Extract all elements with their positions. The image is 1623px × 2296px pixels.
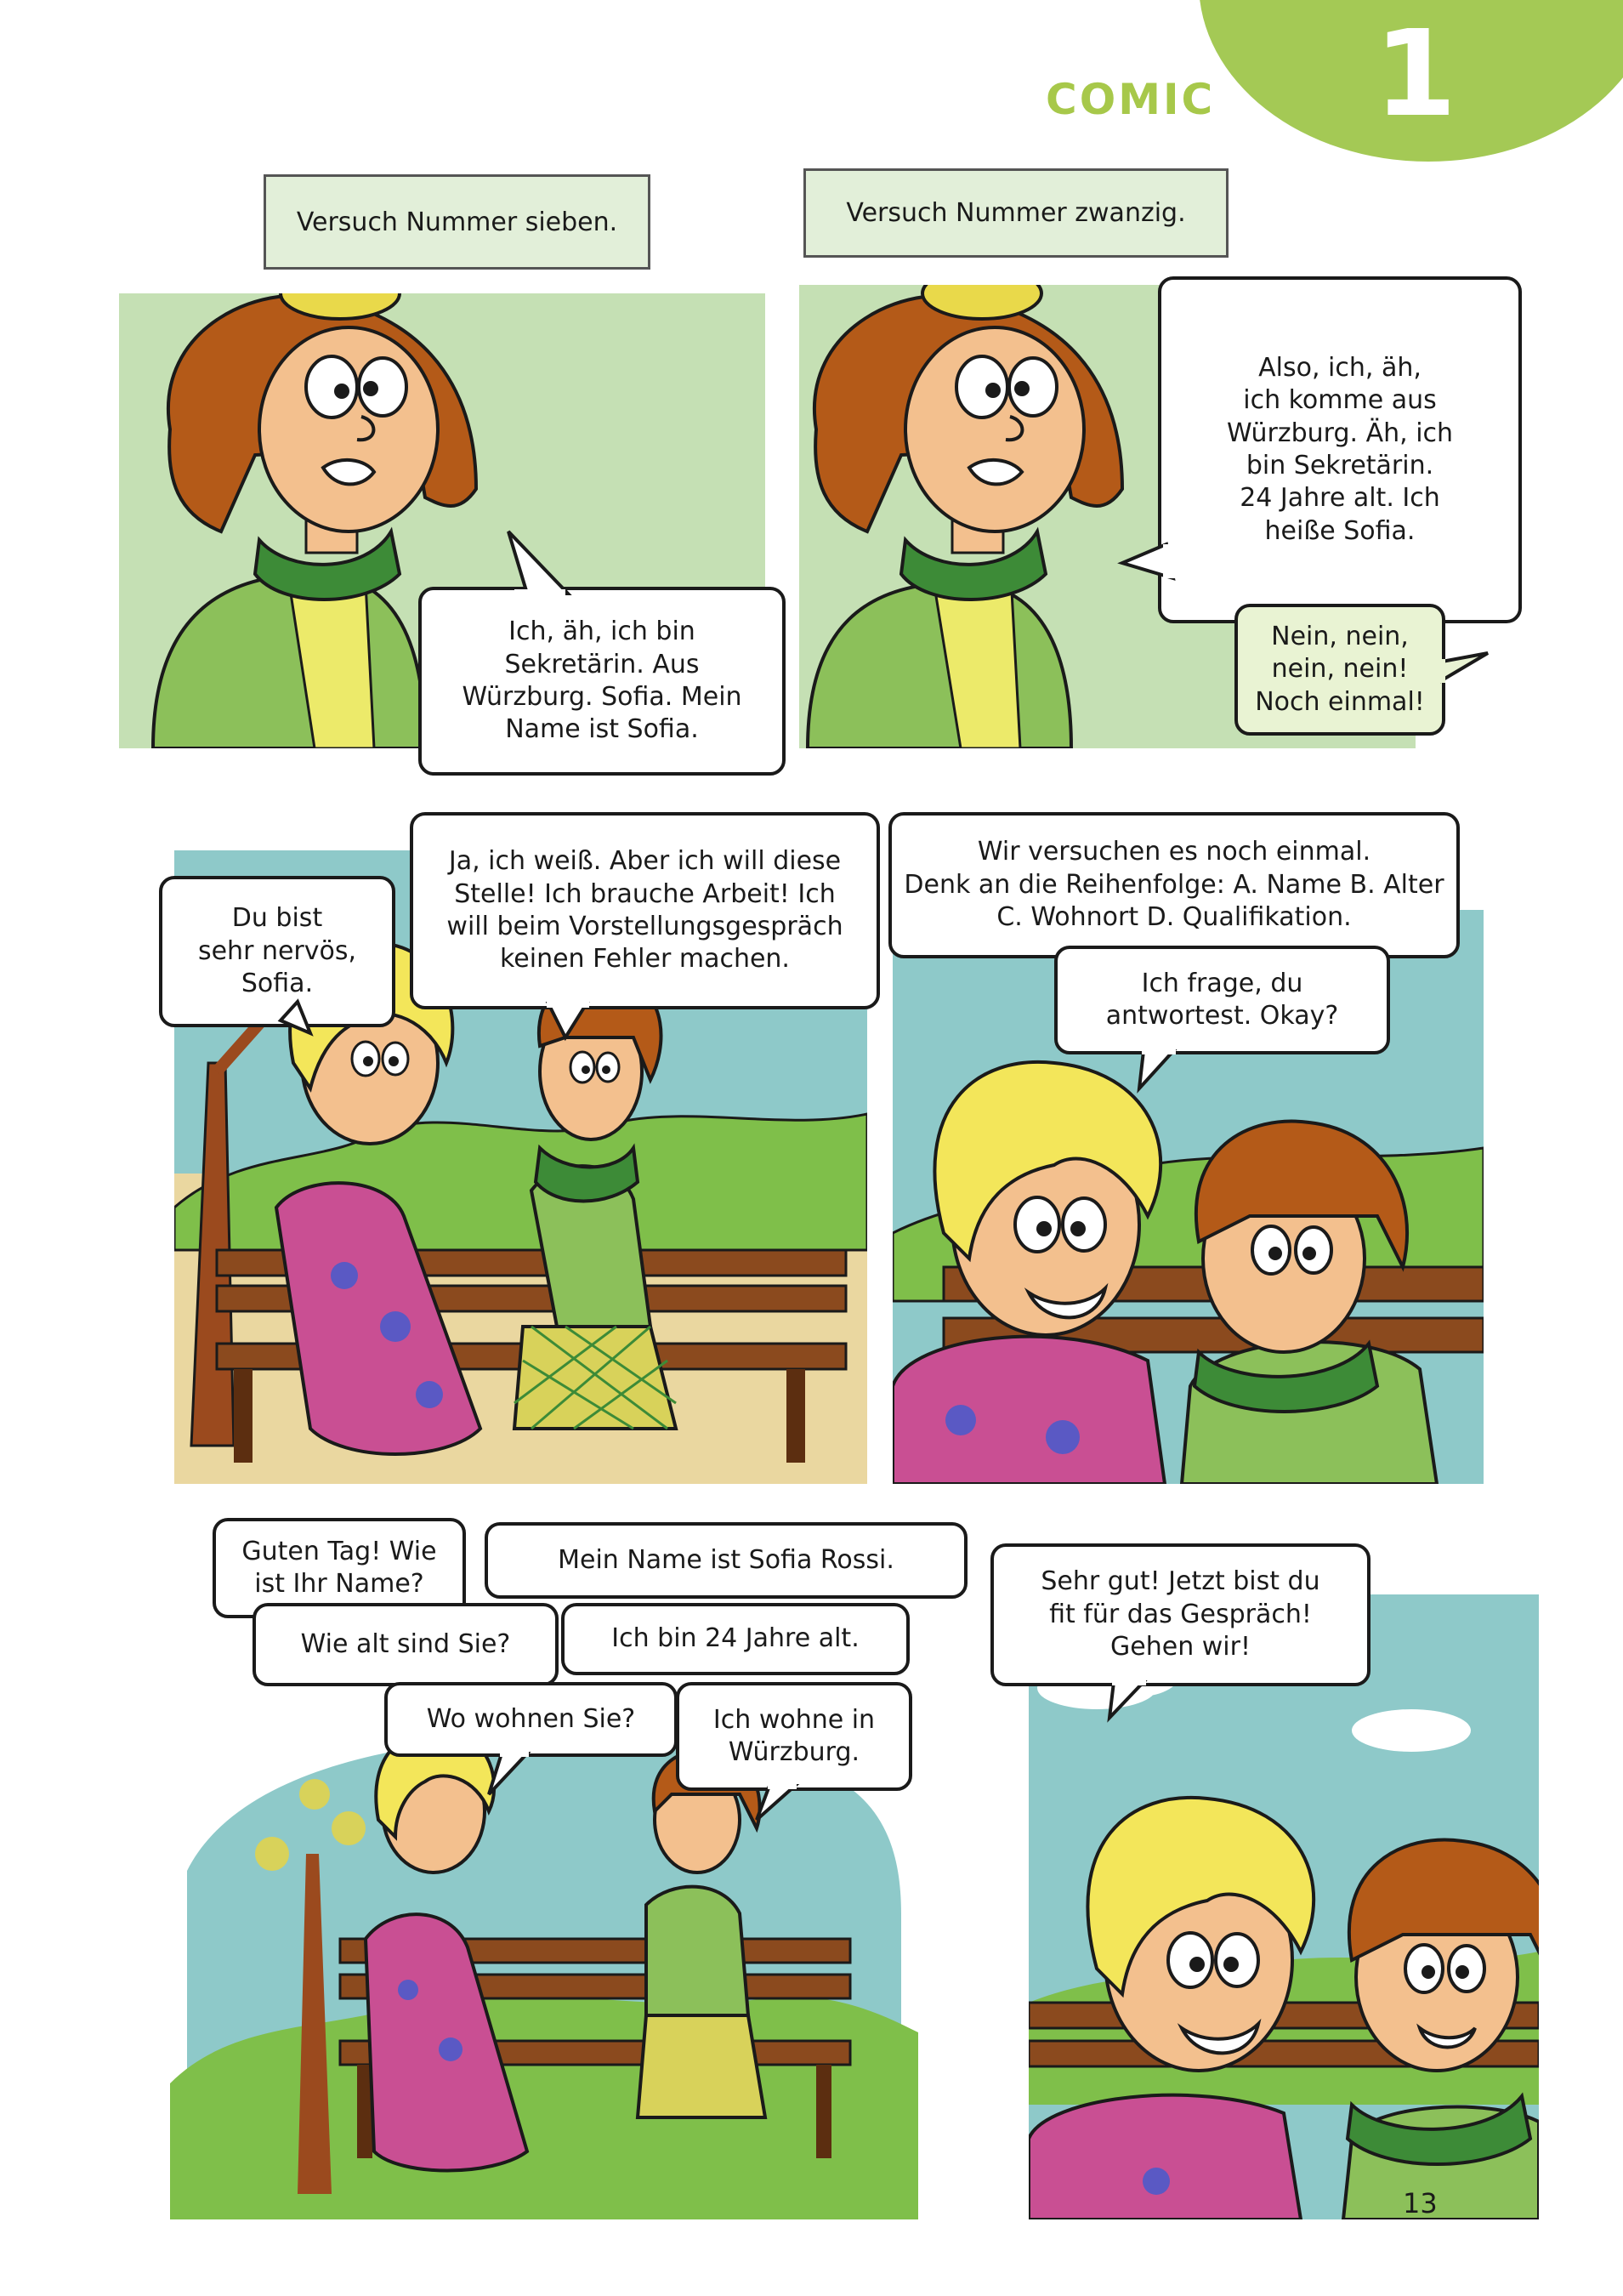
section-label: COMIC	[1046, 75, 1216, 124]
panel-2-speech-bubble: Also, ich, äh, ich komme aus Würzburg. Äh, ich bin Sekretärin. 24 Jahre alt. Ich heiße Sofia.	[1158, 276, 1522, 623]
panel-5-question-age: Wie alt sind Sie?	[253, 1603, 559, 1686]
panel-5-answer-residence: Ich wohne in Würzburg.	[676, 1682, 912, 1791]
panel-5-answer-age: Ich bin 24 Jahre alt.	[561, 1603, 910, 1675]
panel-6-friend-bubble: Sehr gut! Jetzt bist du fit für das Gespräch! Gehen wir!	[990, 1543, 1370, 1686]
panel-4-friend-bubble: Ich frage, du antwortest. Okay?	[1054, 946, 1390, 1054]
panel-4-instruction-bubble: Wir versuchen es noch einmal. Denk an die Reihenfolge: A. Name B. Alter C. Wohnort D. Qualifikation.	[888, 812, 1460, 958]
panel-6	[1029, 1594, 1539, 2219]
panel-5-question-residence: Wo wohnen Sie?	[384, 1682, 678, 1757]
page-number: 13	[1403, 2187, 1438, 2219]
panel-2-voice-bubble: Nein, nein, nein, nein! Noch einmal!	[1234, 604, 1445, 736]
panel-3-sofia-bubble: Ja, ich weiß. Aber ich will diese Stelle! Ich brauche Arbeit! Ich will beim Vorstellungsgespräch keinen Fehler machen.	[410, 812, 880, 1009]
panel-1-speech-bubble: Ich, äh, ich bin Sekretärin. Aus Würzburg. Sofia. Mein Name ist Sofia.	[418, 587, 786, 776]
chapter-number: 1	[1374, 5, 1457, 144]
panel-5-question-name: Guten Tag! Wie ist Ihr Name?	[213, 1518, 466, 1618]
panel-2-caption: Versuch Nummer zwanzig.	[803, 168, 1229, 258]
panel-5-answer-name: Mein Name ist Sofia Rossi.	[485, 1522, 968, 1599]
panel-3-friend-bubble: Du bist sehr nervös, Sofia.	[159, 876, 395, 1027]
panel-1-caption: Versuch Nummer sieben.	[264, 174, 650, 270]
panel-6-art	[1029, 1594, 1539, 2219]
